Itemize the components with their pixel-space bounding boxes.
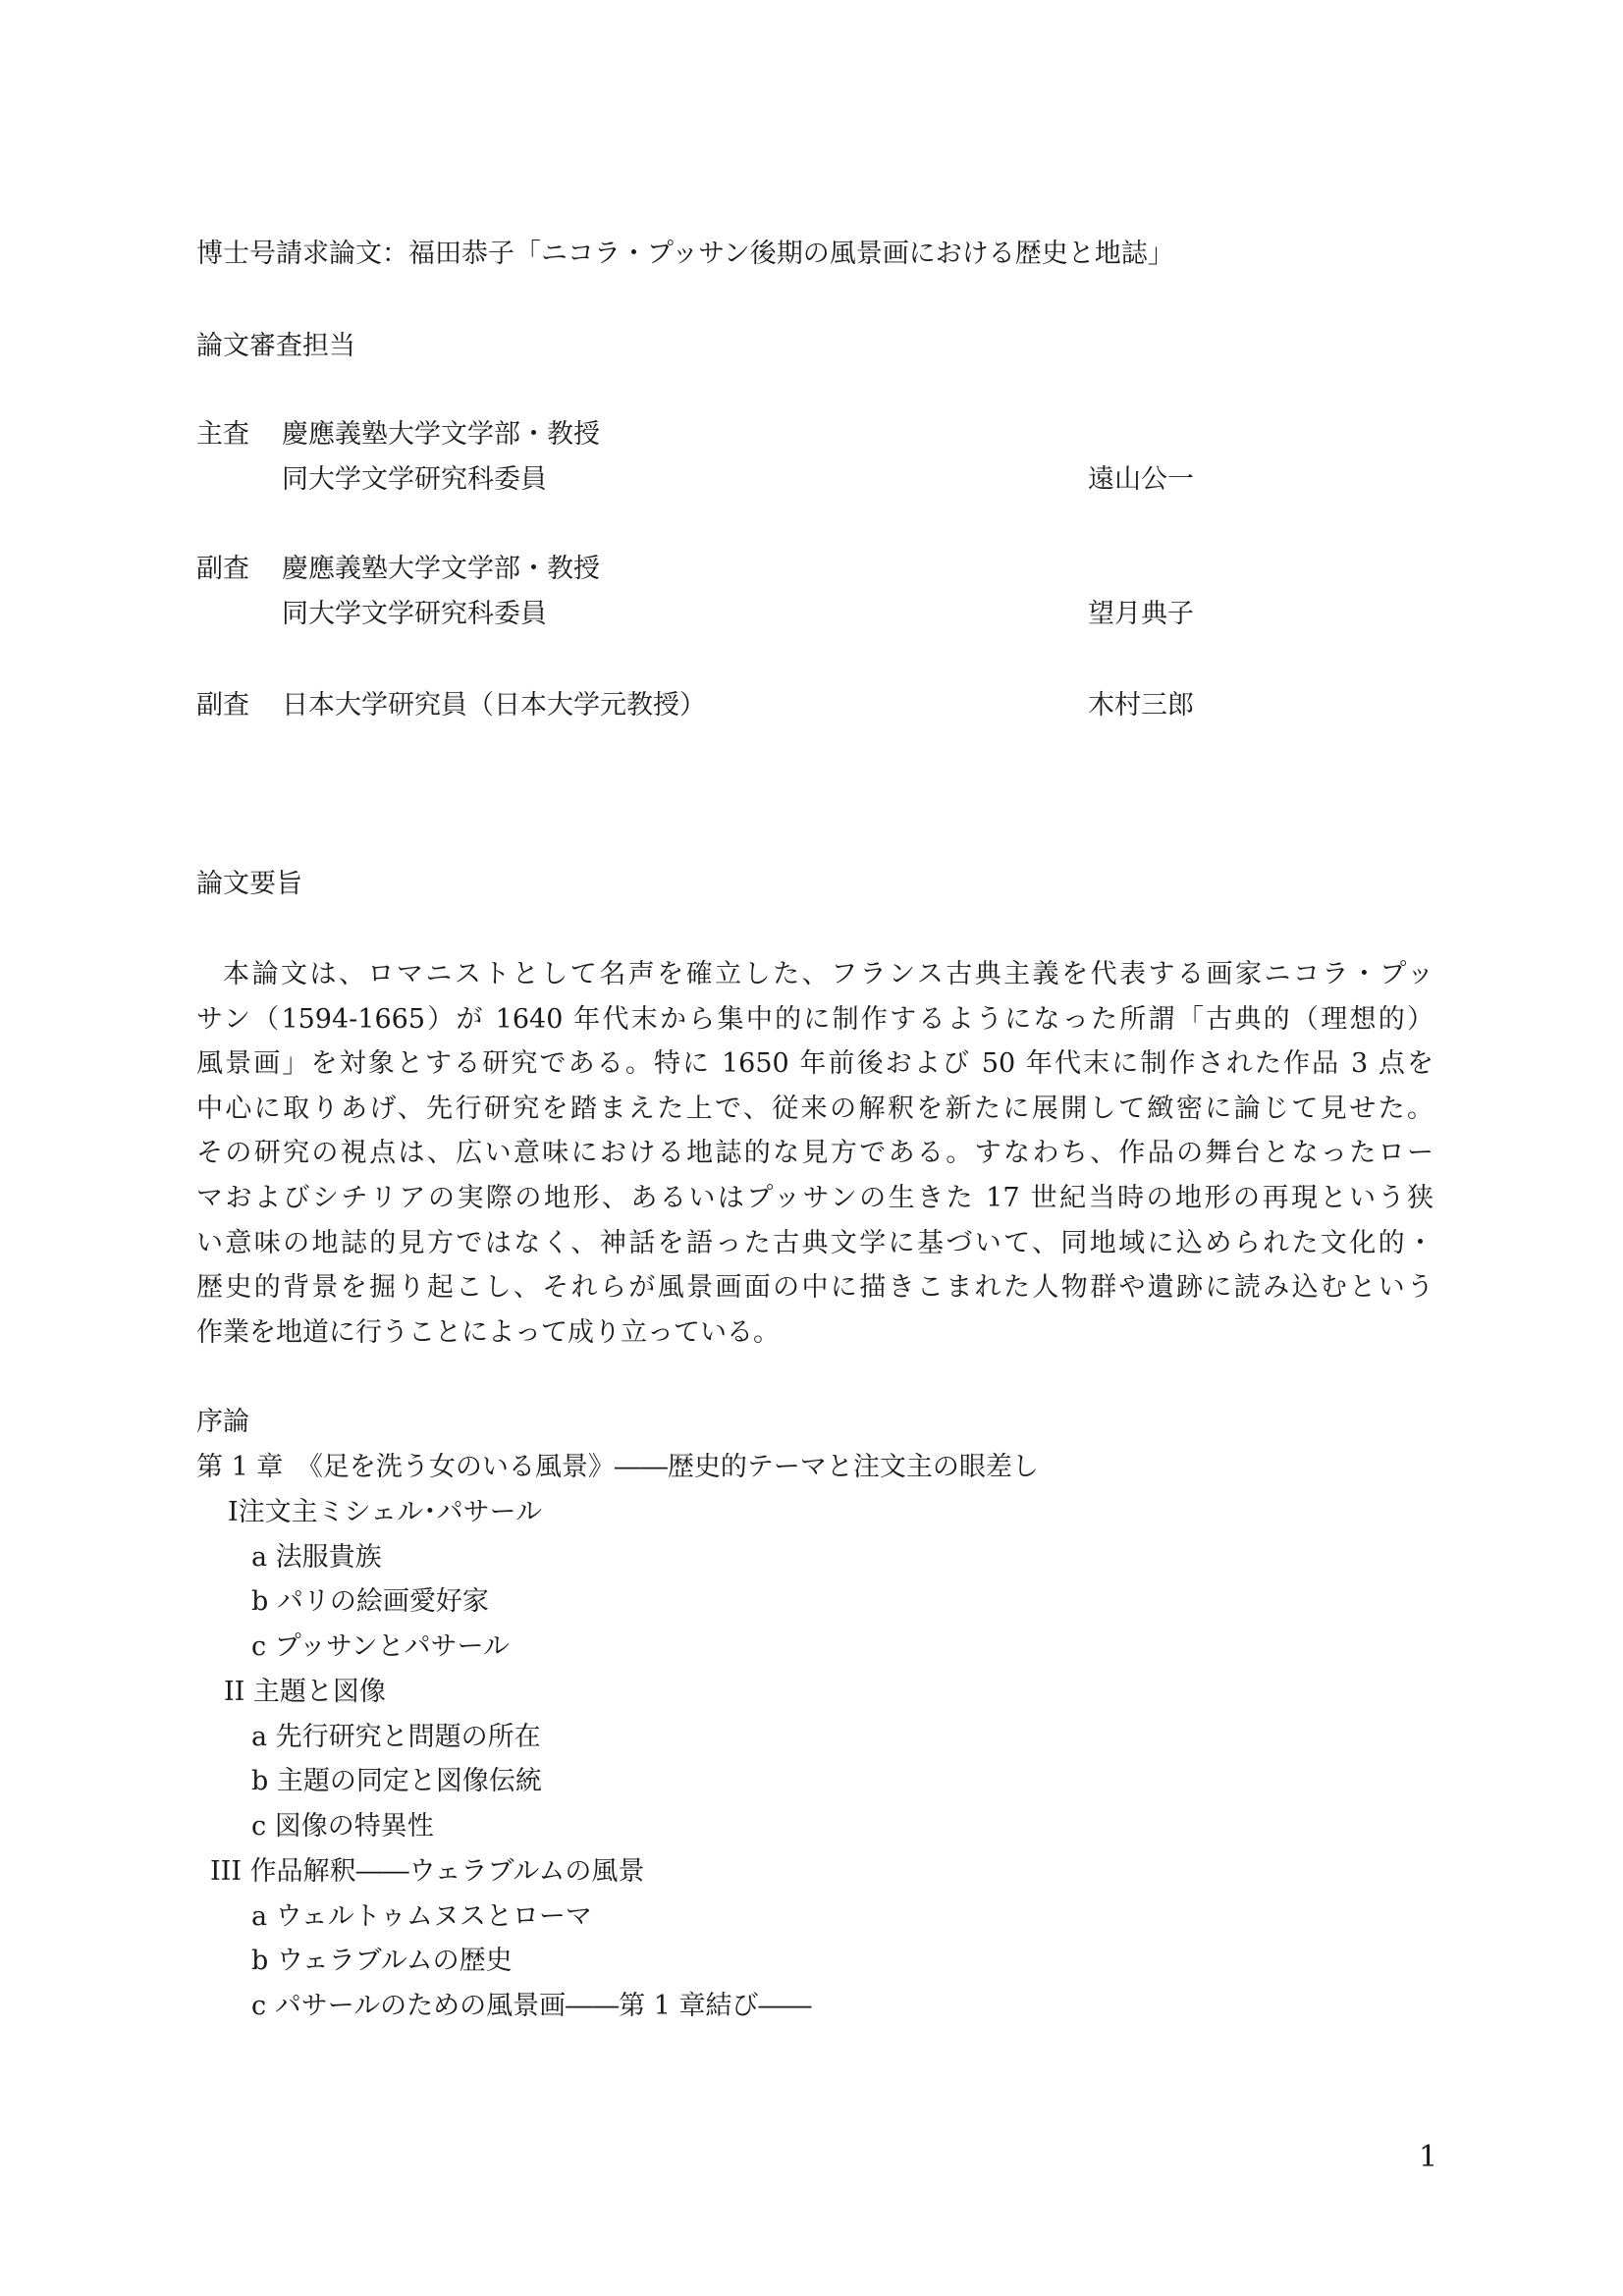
committee-member-name: 望月典子 [1088,599,1194,629]
toc-item: c パサールのための風景画――第 1 章結び―― [251,1991,812,2021]
toc-item: 序論 [196,1407,249,1437]
committee-role: 主査 [196,419,249,450]
toc-item: c プッサンとパサール [251,1631,510,1662]
toc-item: b パリの絵画愛好家 [251,1586,489,1617]
committee-role: 副査 [196,554,249,584]
summary-line: 作業を地道に行うことによって成り立っている。 [196,1317,780,1348]
toc-item: II 主題と図像 [224,1677,386,1707]
toc-item: c 図像の特異性 [251,1811,434,1842]
toc-item: a ウェルトゥムヌスとローマ [251,1901,592,1932]
committee-member-name: 遠山公一 [1088,464,1194,495]
toc-item: a 法服貴族 [251,1542,382,1573]
toc-item: a 先行研究と問題の所在 [251,1722,541,1752]
summary-line: い意味の地誌的見方ではなく、神話を語った古典文学に基づいて、同地域に込められた文化的・ [196,1228,1434,1258]
committee-affiliation: 同大学文学研究科委員 [282,464,547,495]
committee-role: 副査 [196,690,249,721]
summary-line: 中心に取りあげ、先行研究を踏まえた上で、従来の解釈を新たに展開して緻密に論じて見せた。 [196,1094,1434,1124]
summary-line: 本論文は、ロマニストとして名声を確立した、フランス古典主義を代表する画家ニコラ・プッ [223,959,1434,989]
summary-line: マおよびシチリアの実際の地形、あるいはプッサンの生きた 17 世紀当時の地形の再現という狭 [196,1183,1434,1213]
toc-item: b 主題の同定と図像伝統 [251,1766,542,1796]
committee-affiliation: 慶應義塾大学文学部・教授 [282,554,600,584]
committee-affiliation: 同大学文学研究科委員 [282,599,547,629]
summary-line: 風景画」を対象とする研究である。特に 1650 年前後および 50 年代末に制作された作品 3 点を [196,1048,1434,1079]
summary-line: サン（1594-1665）が 1640 年代末から集中的に制作するようになった所謂「古典的（理想的） [196,1004,1434,1035]
summary-line: その研究の視点は、広い意味における地誌的な見方である。すなわち、作品の舞台となったロー [196,1138,1434,1168]
committee-affiliation: 日本大学研究員（日本大学元教授） [282,690,706,721]
toc-item: 第 1 章 《足を洗う女のいる風景》――歴史的テーマと注文主の眼差し [196,1452,1039,1482]
toc-item: Ⅰ注文主ミシェル･パサール [228,1497,543,1527]
committee-heading: 論文審査担当 [196,331,355,361]
toc-item: III 作品解釈――ウェラブルムの風景 [210,1856,645,1887]
summary-line: 歴史的背景を掘り起こし、それらが風景画面の中に描きこまれた人物群や遺跡に読み込むという [196,1272,1434,1303]
document-title: 博士号請求論文：福田恭子「ニコラ・プッサン後期の風景画における歴史と地誌」 [196,239,1174,269]
toc-item: b ウェラブルムの歴史 [251,1946,513,1976]
summary-heading: 論文要旨 [196,869,302,899]
committee-member-name: 木村三郎 [1088,690,1194,721]
committee-affiliation: 慶應義塾大学文学部・教授 [282,419,600,450]
page-number: 1 [1419,2140,1438,2174]
